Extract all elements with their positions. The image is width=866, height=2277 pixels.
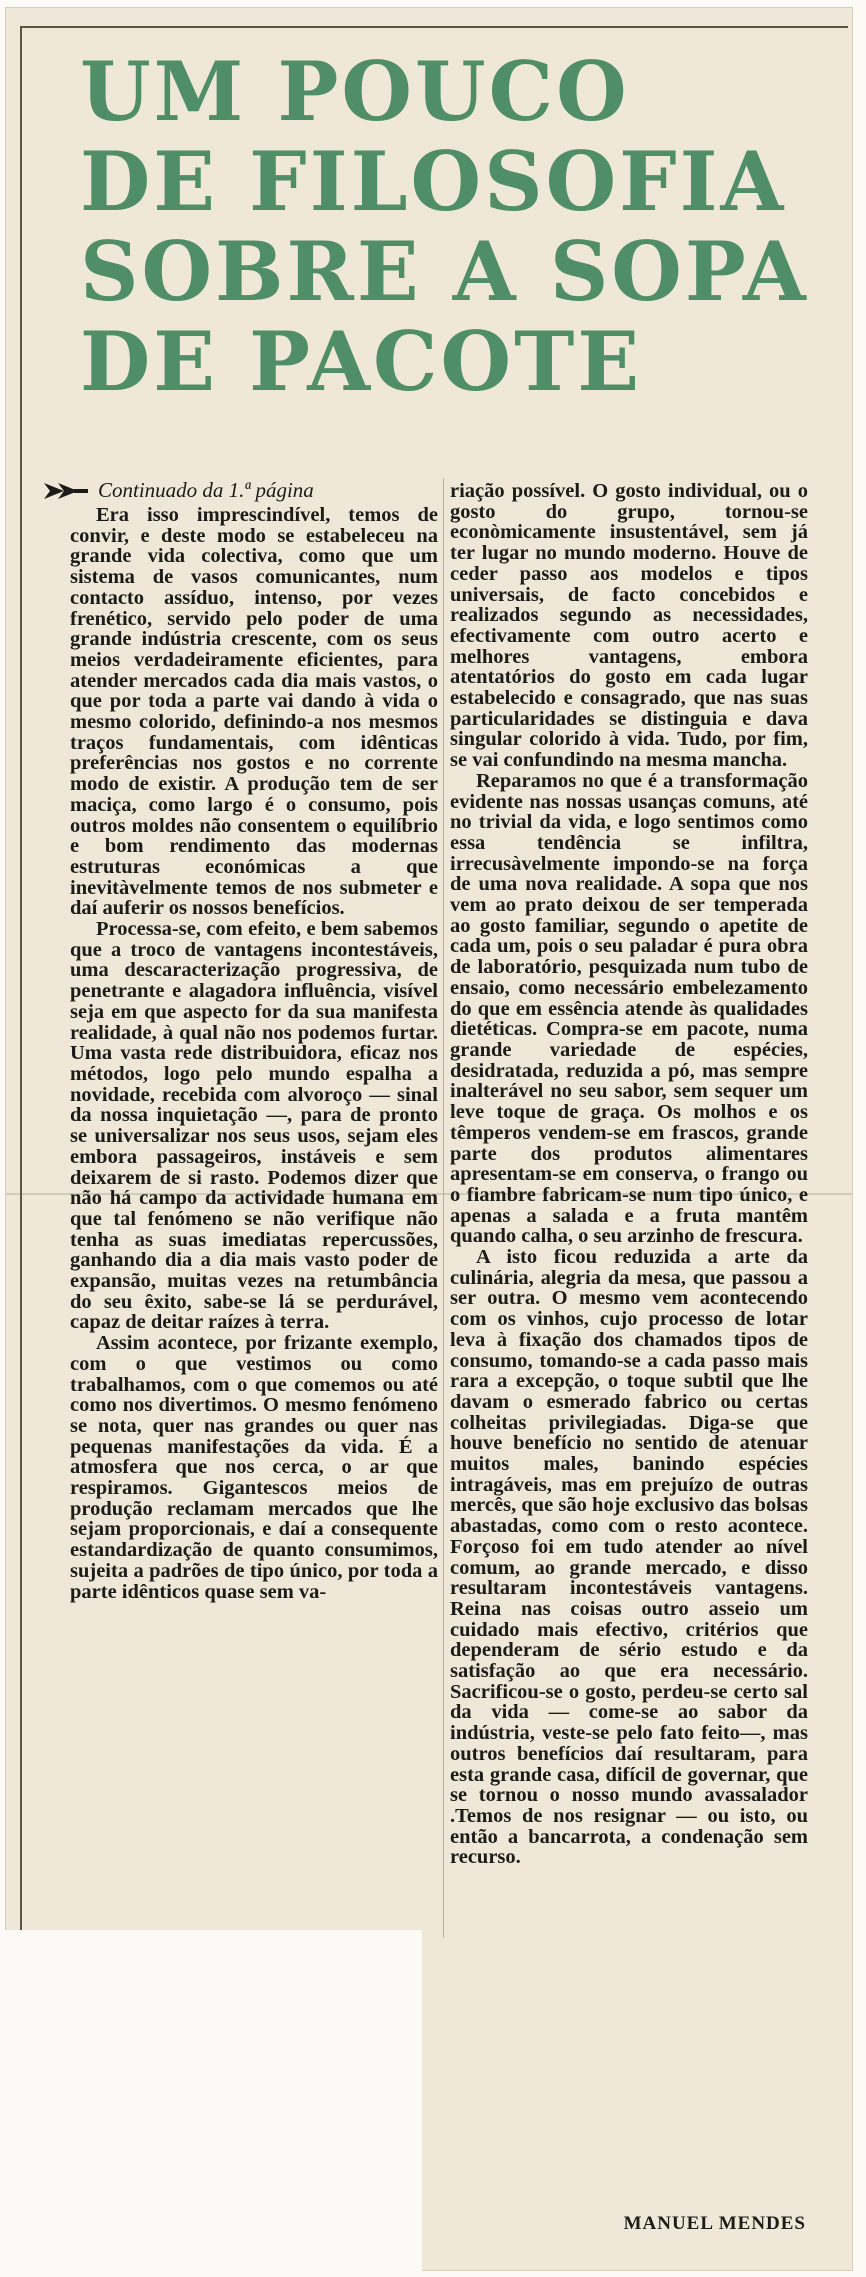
author-signature: MANUEL MENDES	[623, 2213, 806, 2234]
continued-notice	[44, 478, 444, 504]
arrow-right-icon	[44, 480, 88, 502]
paragraph: A isto ficou reduzida a arte da culinária, alegria da mesa, que passou a ser outra. O mesmo vem acontecendo com os vinhos, cujo processo de lotar leva à fixação dos chamados tipos de consumo, tomando-se a cada passo mais rara a excepção, o toque subtil que lhe davam o esmerado fabrico ou certas colheitas privilegiadas. Diga-se que houve benefício no sentido de atenuar muitos males, banindo espécies intragáveis, mas em prejuízo de outras mercês, que são hoje exclusivo das bolsas abastadas, como com o resto acontece. Forçoso foi em tudo atender ao nível comum, ao grande mercado, e disso resultaram incontestáveis vantagens. Reina nas coisas outro asseio um cuidado mais efectivo, critérios que dependeram de sério estudo e da satisfação ao que era necessário. Sacrificou-se o gosto, perdeu-se certo sal da vida — come-se ao sabor da indústria, veste-se pelo fato feito—, mas outros benefícios daí resultaram, para esta grande casa, difícil de governar, que se tornou o nosso mundo avassalador .Temos de nos resignar — ou isto, ou então a bancarrota, a condenação sem recurso.	[450, 1246, 808, 1869]
column-right	[450, 481, 808, 1868]
paragraph: Reparamos no que é a transformação evidente nas nossas usanças comuns, até no trivial da vida, e logo sentimos como essa tendência se infiltra, irrecusàvelmente impondo-se na força de uma nova realidade. A sopa que nos vem ao prato deixou de ser temperada ao gosto familiar, segundo o apetite de cada um, pois o seu paladar é pura obra de laboratório, pesquizada num tubo de ensaio, como necessário embelezamento do que em essência atende às qualidades dietéticas. Compra-se em pacote, numa grande variedade de espécies, desidratada, reduzida a pó, mas sempre inalterável no seu sabor, sem sequer um leve toque de graça. Os molhos e os têmperos vendem-se em frascos, grande parte dos produtos alimentares apresentam-se em conserva, o frango ou o fiambre fabricam-se num tipo único, e apenas a salada e a fruta mantêm quando calha, o seu arzinho de frescura.	[450, 769, 808, 1248]
headline-line-2: DE FILOSOFIA	[80, 135, 787, 230]
paragraph: Assim acontece, por frizante exemplo, com o que vestimos ou como trabalhamos, com o que comemos ou até como nos divertimos. O mesmo fenómeno se nota, quer nas grandes ou quer nas pequenas manifestações da vida. É a atmosfera que nos cerca, o ar que respiramos. Gigantescos meios de produção reclamam mercados que lhe sejam proporcionais, e daí a consequente estandardização de quanto consumimos, sujeita a padrões de tipo único, por toda a parte idênticos quase sem va-	[70, 1332, 438, 1603]
headline	[80, 45, 809, 410]
column-left	[70, 505, 438, 1602]
headline-line-1: UM POUCO	[80, 45, 630, 140]
headline-line-4: DE PACOTE	[80, 315, 643, 410]
paragraph: Processa-se, com efeito, e bem sabemos que a troco de vantagens incontestáveis, uma descaracterização progressiva, de penetrante e alagadora influência, visível seja em que aspecto for da sua manifesta realidade, à qual não nos podemos furtar. Uma vasta rede distribuidora, eficaz nos métodos, logo pelo mundo espalha a novidade, recebida com alvoroço — sinal da nossa inquietação —, para de pronto se universalizar nos seus usos, sejam eles embora passageiros, instáveis e sem deixarem de si rasto. Podemos dizer que não há campo da actividade humana em que tal fenómeno se não verifique não tenha as suas imediatas repercussões, ganhando dia a dia mais vasto poder de expansão, muitas vezes na retumbância do seu êxito, sabe-se lá se perdurável, capaz de deitar raízes à terra.	[70, 918, 438, 1334]
continued-label: Continuado da 1.ª página	[98, 478, 314, 502]
top-rule	[20, 26, 848, 28]
headline-line-3: SOBRE A SOPA	[80, 225, 809, 320]
paragraph: riação possível. O gosto individual, ou o gosto do grupo, tornou-se econòmicamente insustentável, sem já ter lugar no mundo moderno. Houve de ceder passo aos modelos e tipos universais, de facto concebidos e realizados segundo as necessidades, efectivamente com outro acerto e melhores vantagens, embora atentatórios do gosto em cada lugar estabelecido e consagrado, que nas suas particularidades se distinguia e dava singular colorido à vida. Tudo, por fim, se vai confundindo na mesma mancha.	[450, 480, 808, 772]
left-rule	[20, 26, 22, 1936]
paragraph: Era isso imprescindível, temos de convir, e deste modo se estabeleceu na grande vida colectiva, como que um sistema de vasos comunicantes, num contacto assíduo, intenso, por vezes frenético, servido pelo poder de uma grande indústria crescente, com os seus meios verdadeiramente eficientes, para atender mercados cada dia mais vastos, o que por toda a parte vai dando à vida o mesmo colorido, definindo-a nos mesmos traços fundamentais, com idênticas preferências nos gostos e no corrente modo de existir. A produção tem de ser maciça, como largo é o consumo, pois outros moldes não consentem o equilíbrio e bom rendimento das modernas estruturas económicas a que inevitàvelmente temos de nos submeter e daí auferir os nossos benefícios.	[70, 504, 438, 920]
column-divider	[443, 478, 444, 1938]
clipping-cutout	[0, 1930, 422, 2277]
